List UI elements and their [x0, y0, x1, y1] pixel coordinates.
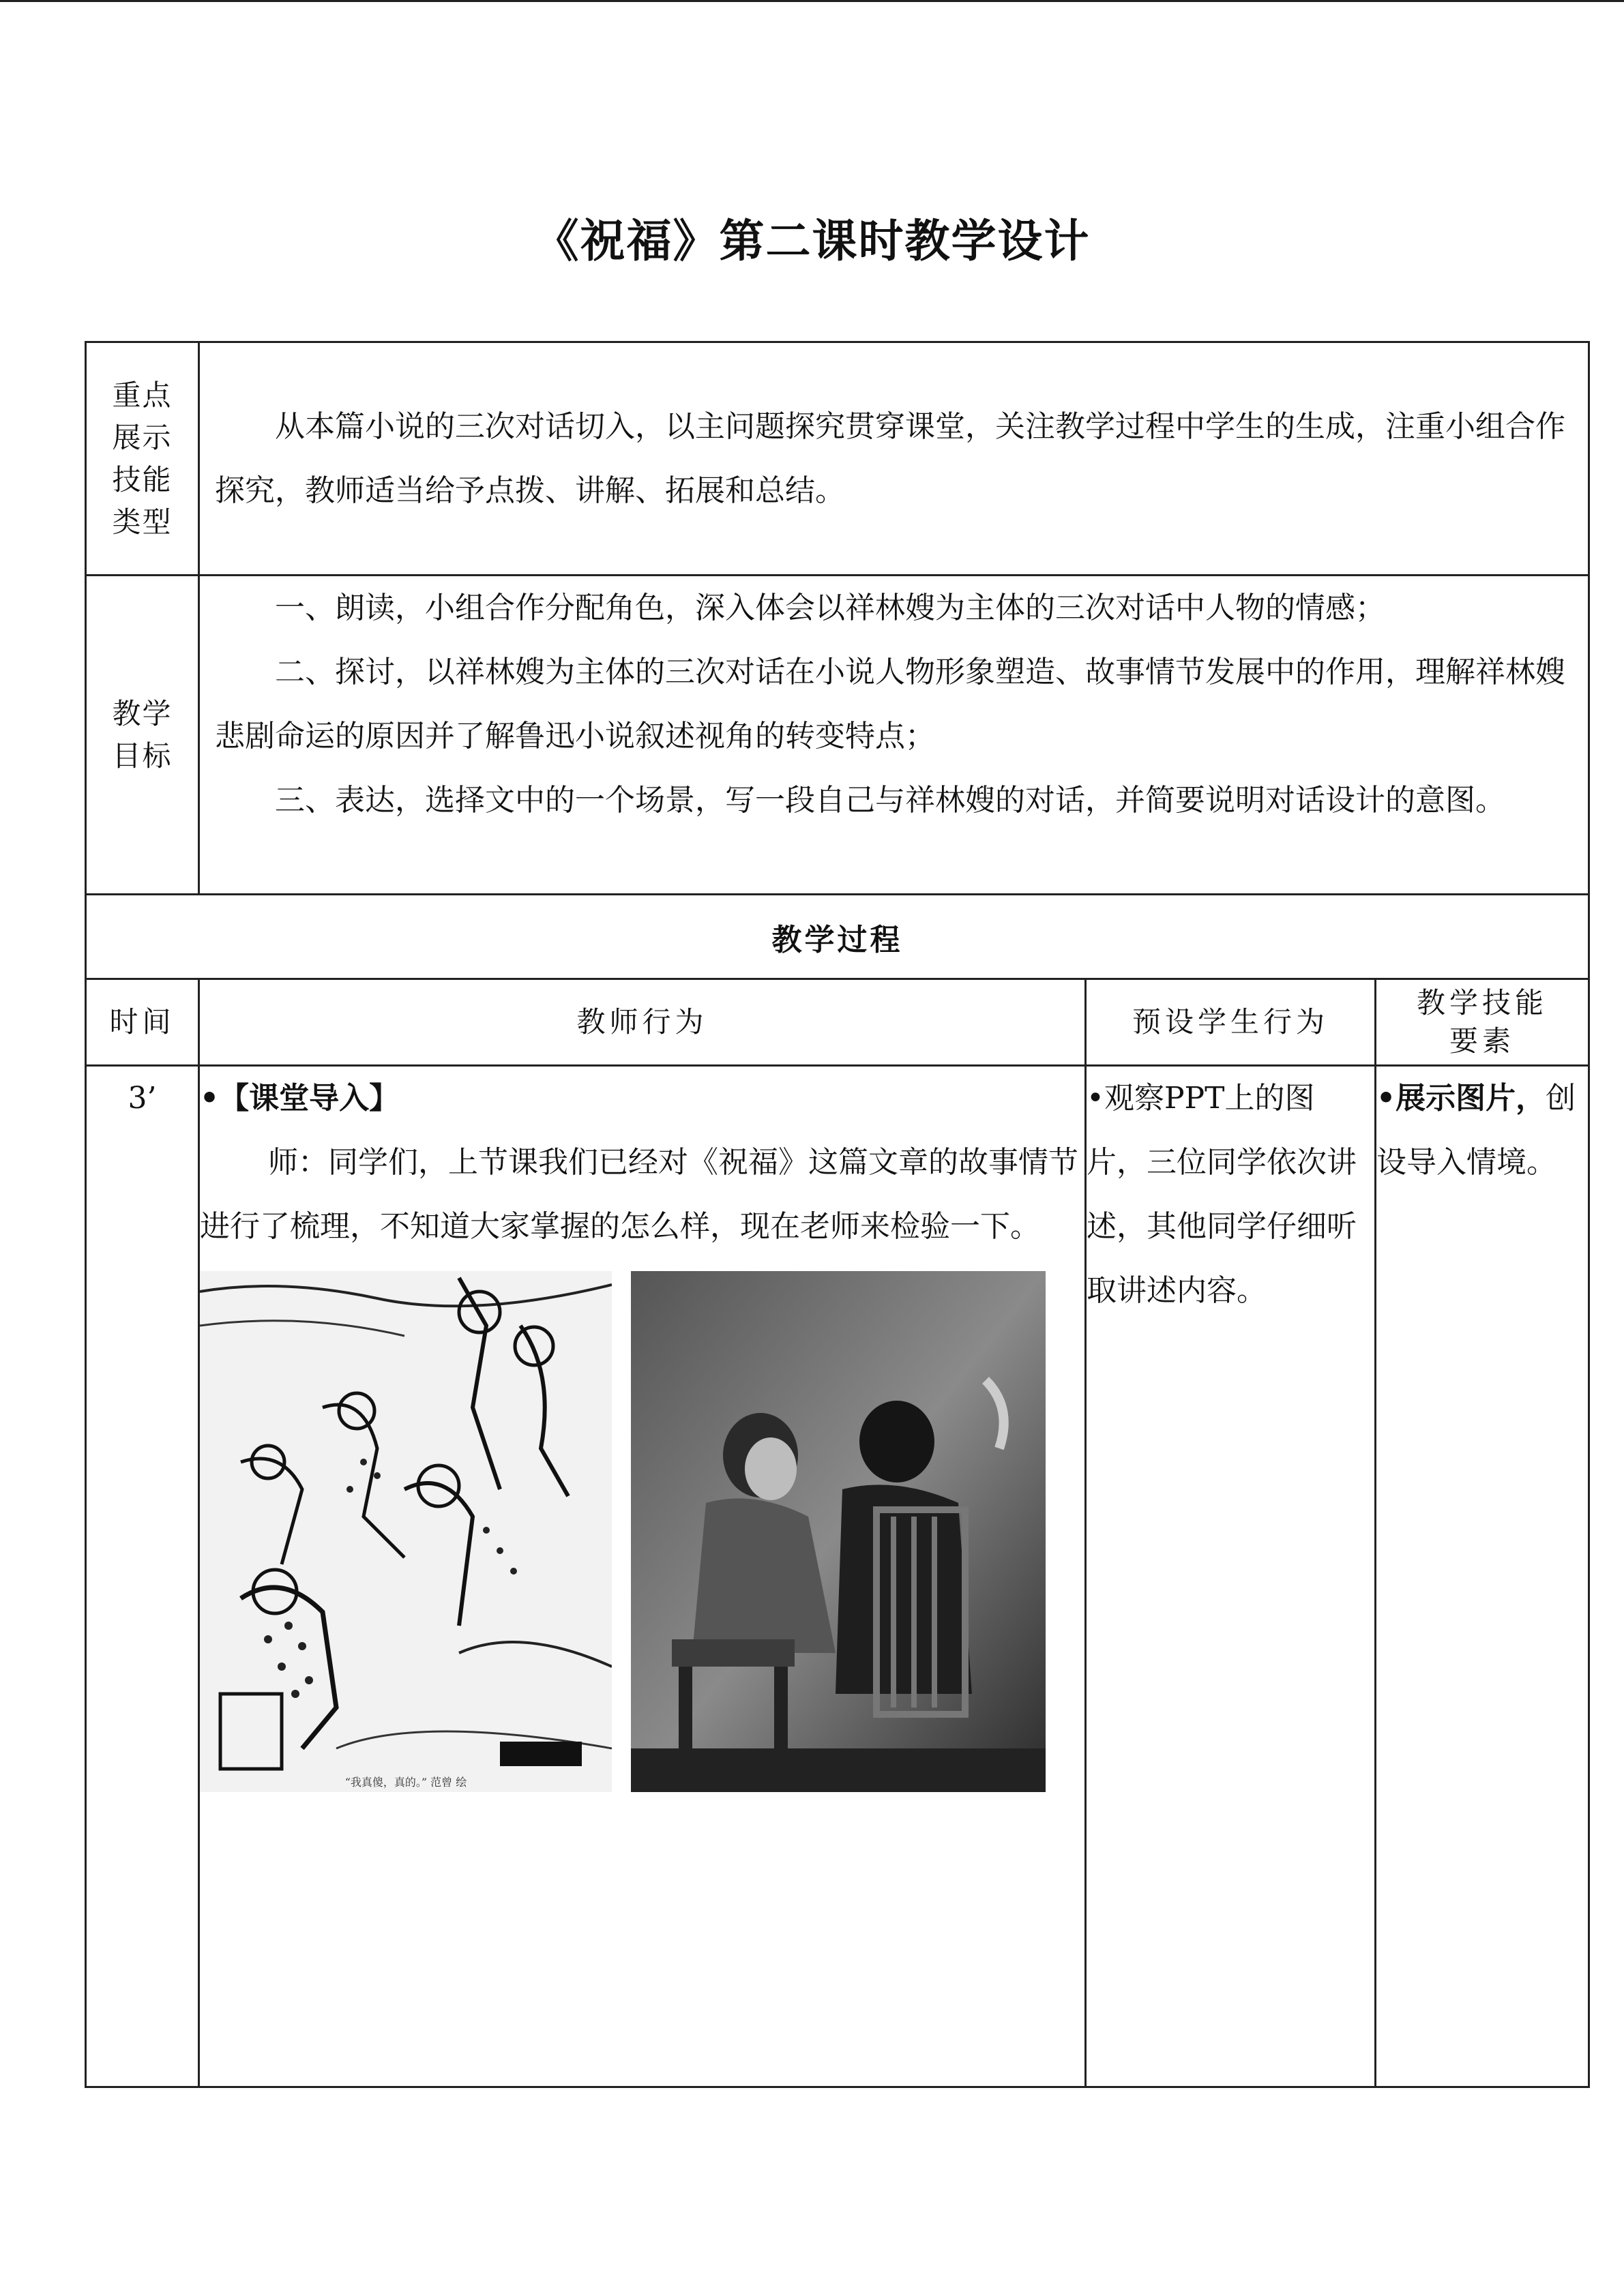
skill-type-text: 从本篇小说的三次对话切入，以主问题探究贯穿课堂，关注教学过程中学生的生成，注重小组合作探究，教师适当给予点拨、讲解、拓展和总结。	[215, 408, 1565, 508]
ink-drawing-image	[200, 1271, 612, 1792]
column-header-row	[86, 979, 1589, 1066]
col-header-student: 预设学生行为	[1086, 979, 1376, 1066]
skill-text: 创设导入情境。	[1376, 1081, 1576, 1180]
teacher-cell	[199, 1066, 1086, 2087]
time-cell: 3’	[86, 1066, 199, 2087]
goal-item: 三、表达，选择文中的一个场景，写一段自己与祥林嫂的对话，并简要说明对话设计的意图。	[275, 783, 1505, 818]
page-top-border	[0, 0, 1624, 2]
goals-row	[86, 576, 1589, 895]
illustrations	[200, 1271, 1084, 1792]
skill-type-label: 重点展示技能类型	[86, 342, 199, 576]
goal-item: 一、朗读，小组合作分配角色，深入体会以祥林嫂为主体的三次对话中人物的情感；	[275, 591, 1385, 625]
teacher-heading: •【课堂导入】	[200, 1081, 400, 1116]
skill-type-row	[86, 342, 1589, 576]
goal-item: 二、探讨，以祥林嫂为主体的三次对话在小说人物形象塑造、故事情节发展中的作用，理解祥林嫂悲剧命运的原因并了解鲁迅小说叙述视角的转变特点；	[215, 655, 1565, 754]
student-text: •观察PPT上的图片，三位同学依次讲述，其他同学仔细听取讲述内容。	[1087, 1081, 1357, 1308]
col-header-teacher: 教师行为	[199, 979, 1086, 1066]
skill-heading: •展示图片，	[1376, 1081, 1546, 1116]
student-cell	[1086, 1066, 1376, 2087]
illustration-ink-drawing	[200, 1271, 612, 1792]
page-title: 《祝福》第二课时教学设计	[533, 214, 1091, 267]
goals-label: 教学目标	[86, 576, 199, 895]
process-row	[86, 1066, 1589, 2087]
col-header-skill: 教学技能要素	[1376, 979, 1589, 1066]
col-header-time: 时间	[86, 979, 199, 1066]
process-heading: 教学过程	[86, 895, 1589, 979]
illustration-oil-painting	[631, 1271, 1046, 1792]
lesson-plan-table	[85, 341, 1590, 2088]
process-heading-row	[86, 895, 1589, 979]
oil-painting-image	[631, 1271, 1046, 1792]
teacher-text: 师：同学们，上节课我们已经对《祝福》这篇文章的故事情节进行了梳理，不知道大家掌握的怎么样，现在老师来检验一下。	[200, 1145, 1078, 1244]
skill-cell	[1376, 1066, 1589, 2087]
goals-cell	[199, 576, 1589, 895]
illustration-caption: “我真傻，真的。” 范曾 绘	[344, 1776, 467, 1789]
skill-type-cell	[199, 342, 1589, 576]
